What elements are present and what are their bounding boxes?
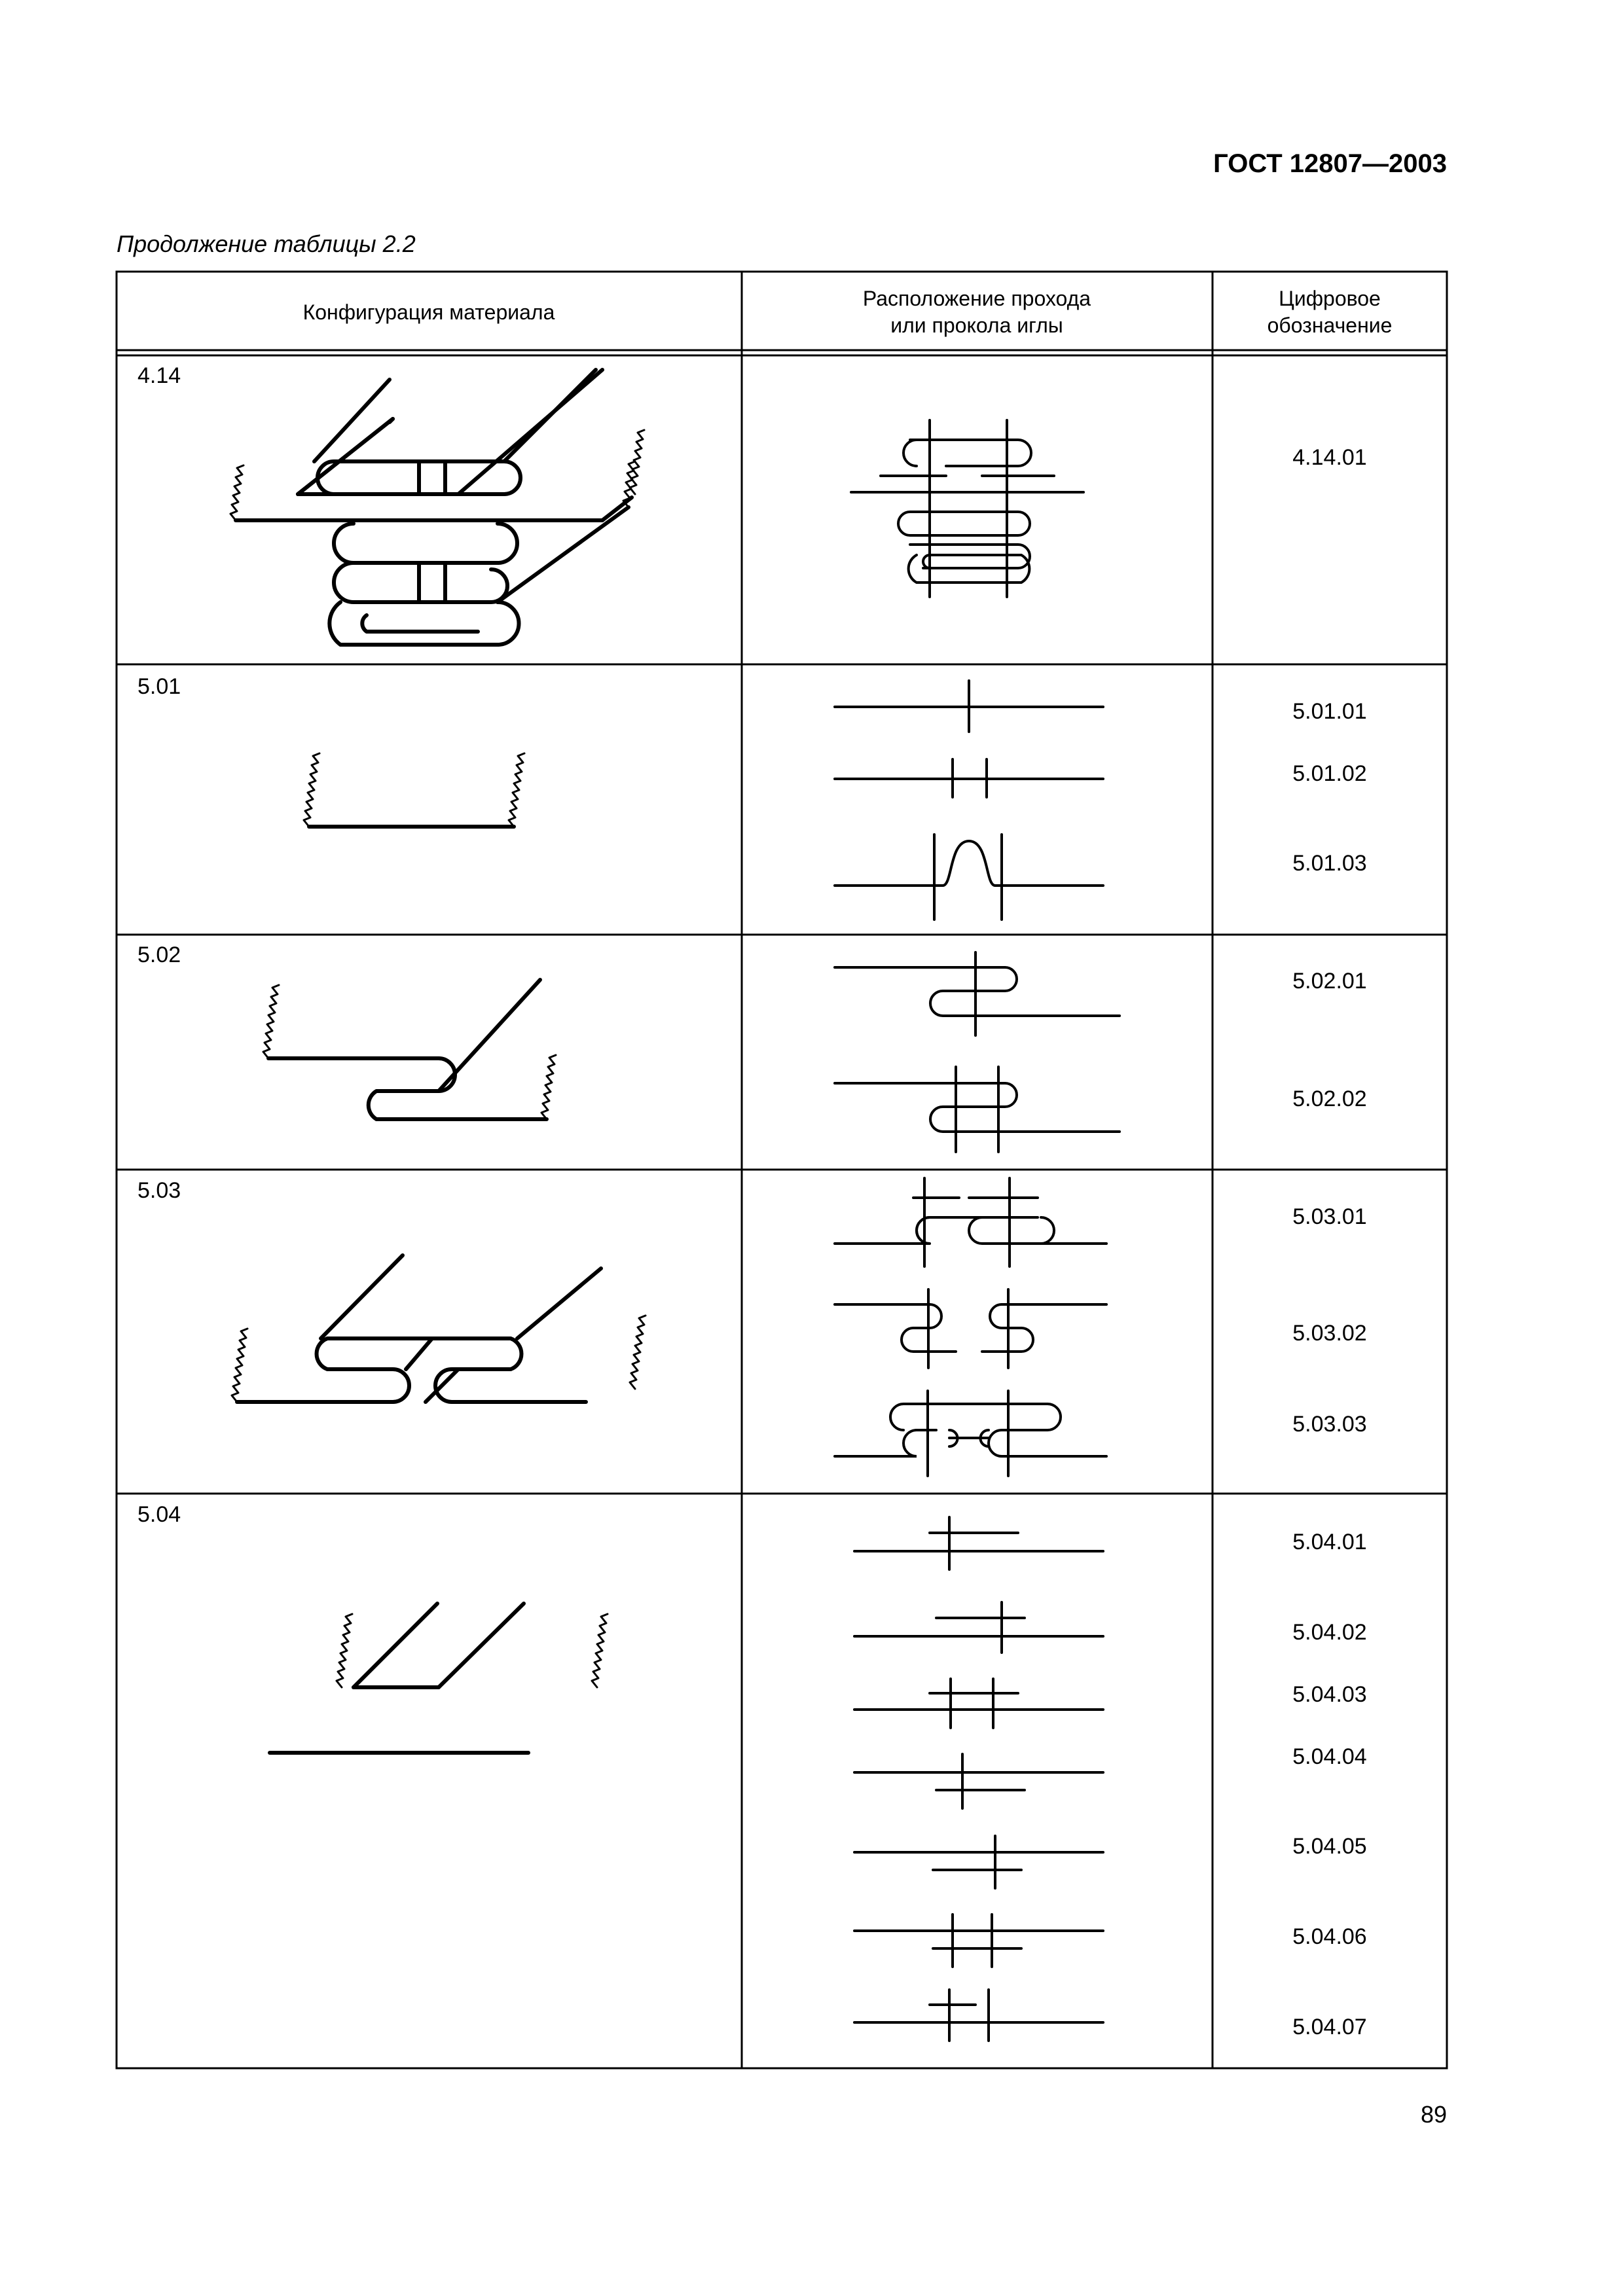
code-4-14-01: 4.14.01: [1292, 445, 1367, 470]
row-id-5-02: 5.02: [137, 942, 181, 967]
page-number: 89: [1420, 2101, 1447, 2128]
code-5-04-04: 5.04.04: [1292, 1744, 1367, 1769]
needle-diagram-5-03-01: [835, 1178, 1106, 1266]
code-5-04-01: 5.04.01: [1292, 1530, 1367, 1554]
row-id-5-03: 5.03: [137, 1178, 181, 1203]
needle-diagram-5-01-01: [835, 681, 1103, 732]
needle-diagram-5-02-02: [835, 1067, 1120, 1152]
needle-diagram-5-04-03: [854, 1679, 1103, 1728]
code-5-04-06: 5.04.06: [1292, 1924, 1367, 1949]
standard-number: ГОСТ 12807—2003: [1213, 149, 1447, 178]
code-5-03-03: 5.03.03: [1292, 1412, 1367, 1437]
code-5-03-01: 5.03.01: [1292, 1204, 1367, 1229]
code-5-02-01: 5.02.01: [1292, 969, 1367, 994]
material-diagram-5-01: [304, 753, 524, 827]
needle-diagram-4-14-01: [851, 420, 1084, 597]
code-5-01-01: 5.01.01: [1292, 699, 1367, 724]
needle-diagram-5-04-01: [854, 1517, 1103, 1570]
header-needle-position-line2: или прокола иглы: [890, 314, 1063, 337]
needle-diagram-5-01-03: [835, 834, 1103, 920]
code-5-02-02: 5.02.02: [1292, 1086, 1367, 1111]
needle-diagram-5-01-02: [835, 759, 1103, 797]
material-diagram-5-04: [270, 1604, 608, 1753]
needle-diagram-5-04-06: [854, 1914, 1103, 1967]
needle-diagram-5-02-01: [835, 952, 1120, 1035]
table-grid: [117, 272, 1447, 2068]
code-5-04-03: 5.04.03: [1292, 1682, 1367, 1707]
code-5-04-05: 5.04.05: [1292, 1834, 1367, 1859]
header-material-configuration: Конфигурация материала: [302, 300, 555, 324]
code-5-01-03: 5.01.03: [1292, 851, 1367, 876]
code-5-04-02: 5.04.02: [1292, 1620, 1367, 1645]
material-diagram-5-03: [232, 1255, 646, 1402]
code-5-01-02: 5.01.02: [1292, 761, 1367, 786]
needle-diagram-5-04-02: [854, 1602, 1103, 1653]
code-5-04-07: 5.04.07: [1292, 2015, 1367, 2039]
needle-diagram-5-04-04: [854, 1754, 1103, 1808]
header-digital-code-line2: обозначение: [1267, 314, 1393, 337]
header-digital-code-line1: Цифровое: [1279, 287, 1381, 310]
needle-diagram-5-03-02: [835, 1289, 1106, 1368]
material-diagram-4-14: [230, 370, 644, 645]
header-needle-position-line1: Расположение прохода: [862, 287, 1091, 310]
row-id-4-14: 4.14: [137, 363, 181, 388]
row-id-5-04: 5.04: [137, 1502, 181, 1527]
code-5-03-02: 5.03.02: [1292, 1321, 1367, 1346]
table-caption: Продолжение таблицы 2.2: [117, 230, 416, 257]
material-diagram-5-02: [263, 980, 556, 1119]
needle-diagram-5-04-07: [854, 1990, 1103, 2041]
row-id-5-01: 5.01: [137, 674, 181, 699]
needle-diagram-5-04-05: [854, 1836, 1103, 1888]
needle-diagram-5-03-03: [835, 1391, 1106, 1476]
